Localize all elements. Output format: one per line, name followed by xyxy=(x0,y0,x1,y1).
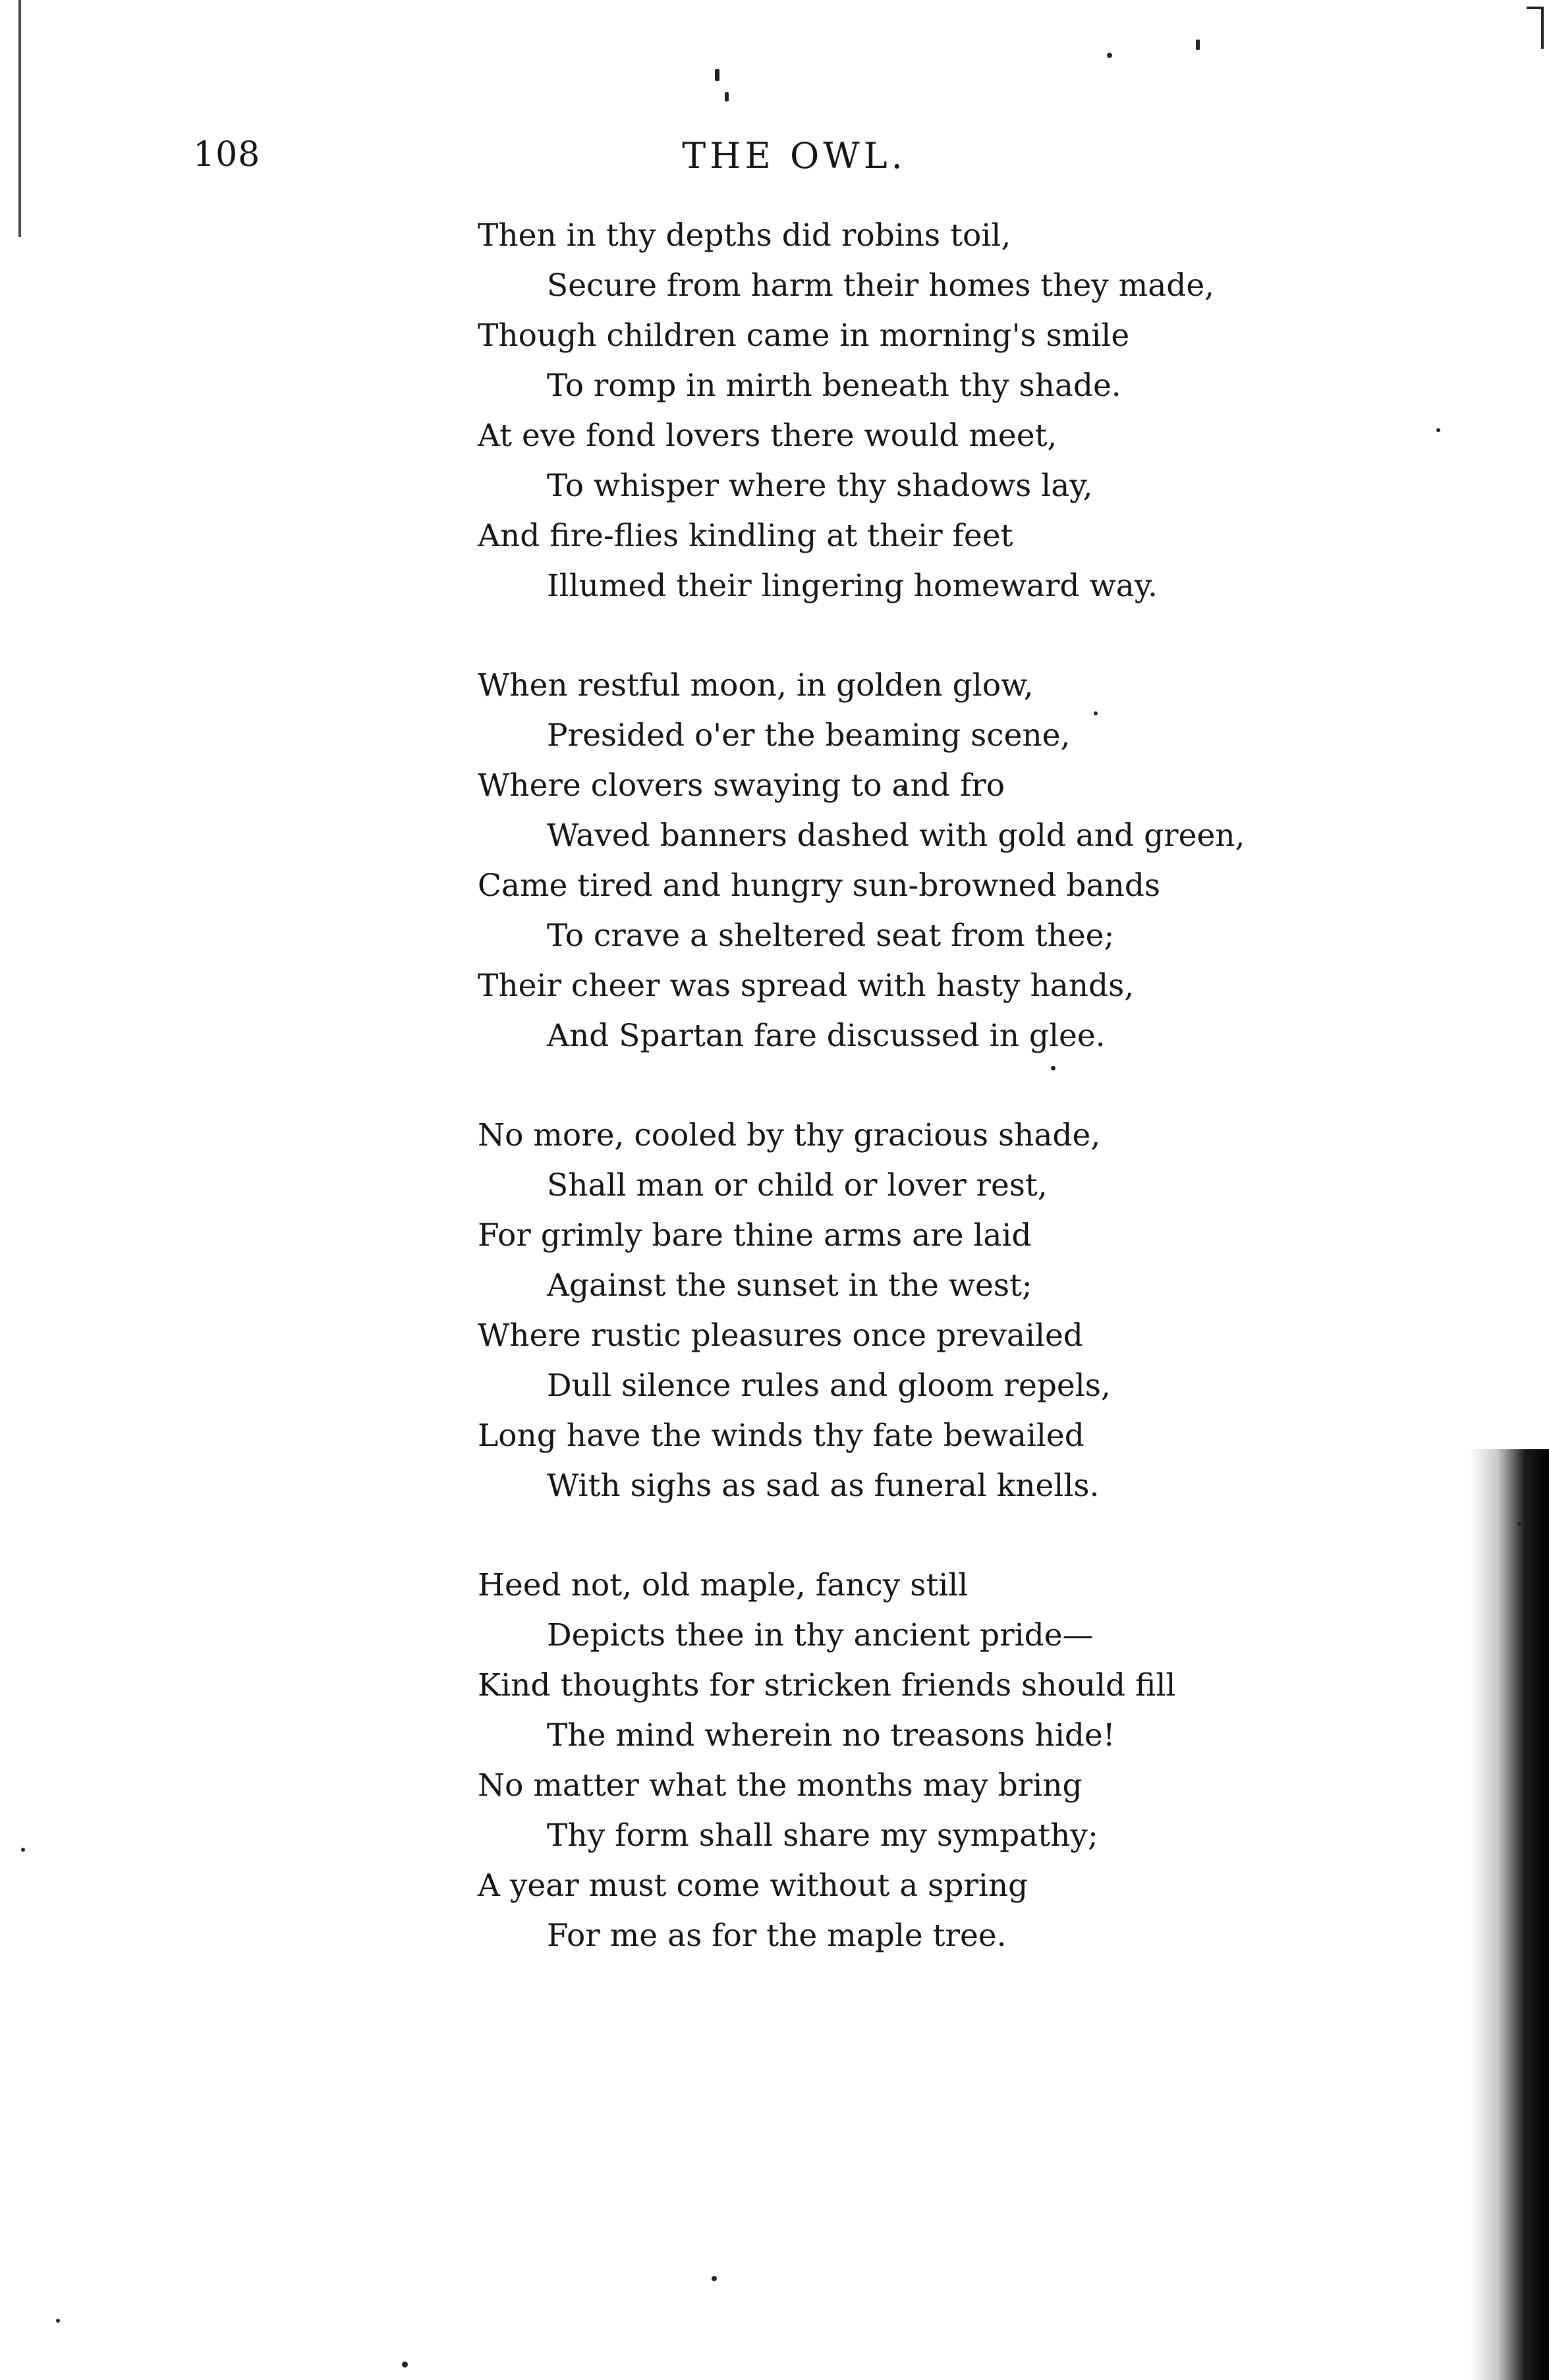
poem-line: Waved banners dashed with gold and green, xyxy=(547,817,1245,854)
poem-line: Where clovers swaying to and fro xyxy=(478,767,1005,804)
poem-line: Kind thoughts for stricken friends should fill xyxy=(478,1667,1176,1703)
poem-line: At eve fond lovers there would meet, xyxy=(478,418,1057,454)
scan-speck xyxy=(715,69,719,81)
binding-edge xyxy=(18,0,21,237)
scan-speck xyxy=(1107,53,1112,58)
poem-line: With sighs as sad as funeral knells. xyxy=(547,1468,1100,1504)
poem-line: When restful moon, in golden glow, xyxy=(478,667,1034,704)
poem-line: To romp in mirth beneath thy shade. xyxy=(547,368,1121,404)
poem-line: Depicts thee in thy ancient pride— xyxy=(547,1617,1094,1653)
stanza xyxy=(0,661,1549,1061)
poem-line: Thy form shall share my sympathy; xyxy=(547,1817,1098,1854)
poem-line: Presided o'er the beaming scene, xyxy=(547,717,1071,754)
stanza xyxy=(0,1561,1549,1961)
poem-line: Illumed their lingering homeward way. xyxy=(547,568,1158,604)
page-header xyxy=(0,135,1549,181)
poem-line: Secure from harm their homes they made, xyxy=(547,267,1215,304)
poem-line: For grimly bare thine arms are laid xyxy=(478,1217,1032,1254)
poem-body xyxy=(0,211,1549,2010)
poem-line: Heed not, old maple, fancy still xyxy=(478,1567,969,1603)
poem-line: And Spartan fare discussed in glee. xyxy=(547,1018,1106,1054)
poem-line: Shall man or child or lover rest, xyxy=(547,1167,1048,1204)
poem-line: Then in thy depths did robins toil, xyxy=(478,217,1011,254)
poem-line: A year must come without a spring xyxy=(478,1868,1028,1904)
poem-line: For me as for the maple tree. xyxy=(547,1918,1007,1954)
running-title: THE OWL. xyxy=(682,135,907,177)
poem-line: No more, cooled by thy gracious shade, xyxy=(478,1117,1101,1153)
page-corner-mark xyxy=(1527,7,1544,49)
scan-speck xyxy=(712,2276,717,2281)
poem-line: The mind wherein no treasons hide! xyxy=(547,1717,1115,1754)
poem-line: No matter what the months may bring xyxy=(478,1767,1083,1804)
poem-line: Where rustic pleasures once prevailed xyxy=(478,1317,1083,1354)
poem-line: Against the sunset in the west; xyxy=(547,1267,1032,1304)
poem-line: Came tired and hungry sun-browned bands xyxy=(478,868,1161,904)
poem-line: Long have the winds thy fate bewailed xyxy=(478,1418,1084,1454)
poem-line: Dull silence rules and gloom repels, xyxy=(547,1368,1111,1404)
stanza xyxy=(0,211,1549,611)
scan-speck xyxy=(1196,40,1200,50)
poem-line: Though children came in morning's smile xyxy=(478,318,1130,354)
poem-line: And fire-flies kindling at their feet xyxy=(478,518,1013,554)
poem-line: Their cheer was spread with hasty hands, xyxy=(478,968,1135,1004)
stanza xyxy=(0,1111,1549,1511)
scan-speck xyxy=(56,2319,60,2323)
poem-line: To crave a sheltered seat from thee; xyxy=(547,918,1115,954)
poem-line: To whisper where thy shadows lay, xyxy=(547,468,1093,504)
page-number: 108 xyxy=(193,135,261,175)
scan-speck xyxy=(725,92,729,101)
scan-speck xyxy=(402,2362,408,2367)
